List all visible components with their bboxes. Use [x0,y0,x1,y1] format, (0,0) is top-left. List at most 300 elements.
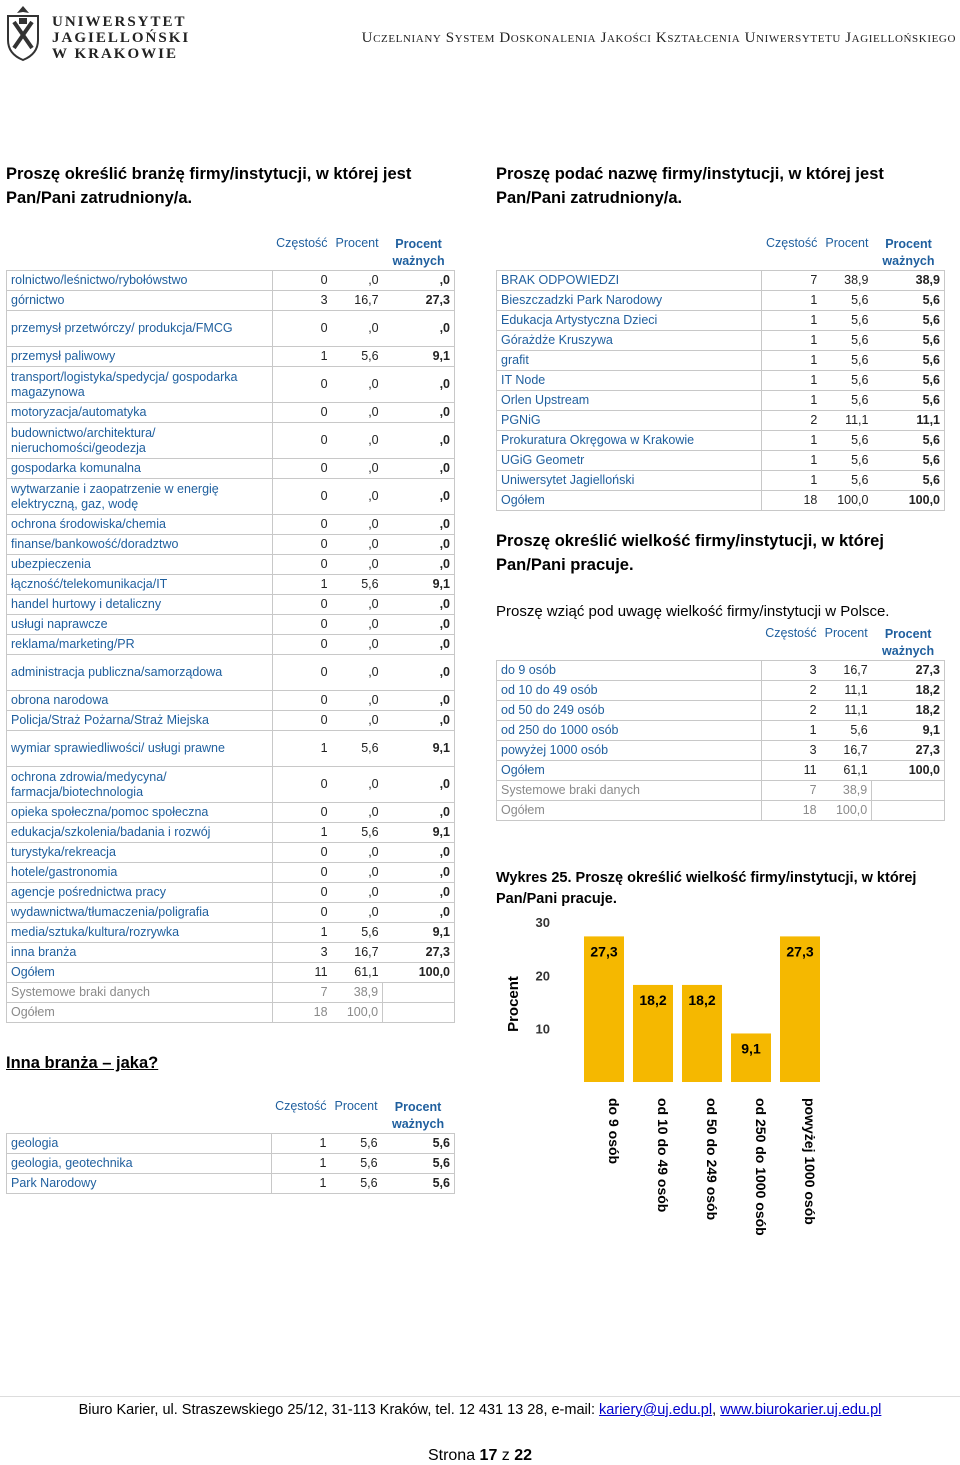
footer-sep: , [712,1402,721,1418]
row-count: 11 [272,963,331,983]
row-label: ochrona środowiska/chemia [7,515,273,535]
q1-table [6,234,455,1023]
row-percent: 16,7 [332,943,383,963]
row-percent: 5,6 [821,471,872,491]
row-label: geologia [7,1134,272,1154]
row-percent: 5,6 [821,391,872,411]
row-label: Orlen Upstream [497,391,762,411]
row-count: 1 [762,311,821,331]
row-label: IT Node [497,371,762,391]
q3-title: Proszę określić wielkość firmy/instytucji, w której Pan/Pani pracuje. [496,532,884,574]
row-valid-percent: 5,6 [872,431,944,451]
table-header [7,234,455,271]
row-label: przemysł paliwowy [7,347,273,367]
row-count: 1 [762,371,821,391]
row-percent: 5,6 [821,431,872,451]
row-valid-percent: 11,1 [872,411,944,431]
table-row [497,311,945,331]
logo-line2: JAGIELLOŃSKI [52,30,191,46]
table-row [7,403,455,423]
row-count: 3 [272,291,331,311]
row-label: Bieszczadzki Park Narodowy [497,291,762,311]
footer-text: Biuro Karier, ul. Straszewskiego 25/12, 31-113 Kraków, tel. 12 431 13 28, e-mail: [78,1402,600,1418]
table-row [497,351,945,371]
row-valid-percent: 5,6 [872,451,944,471]
row-percent: 16,7 [821,661,872,681]
row-valid-percent: 5,6 [382,1134,455,1154]
row-percent: ,0 [332,655,383,691]
row-valid-percent: 5,6 [872,371,944,391]
page-total: 22 [514,1447,533,1464]
y-axis-label: Procent [505,976,522,1032]
row-count: 0 [272,635,331,655]
row-percent: ,0 [332,767,383,803]
row-count: 1 [271,1154,330,1174]
footer [0,1402,960,1418]
row-percent: 5,6 [332,347,383,367]
table-row [497,411,945,431]
table-row [7,1134,455,1154]
header-title: Uczelniany System Doskonalenia Jakości Kształcenia Uniwersytetu Jagiellońskiego [361,30,956,46]
row-valid-percent: ,0 [383,843,455,863]
header-czestosc: Częstość [276,236,328,250]
table-row [7,311,455,347]
row-label: finanse/bankowość/doradztwo [7,535,273,555]
header-procent-waznych: Procent ważnych [882,237,935,268]
q3-subtitle: Proszę wziąć pod uwagę wielkość firmy/instytucji w Polsce. [496,603,890,620]
row-valid-percent: 38,9 [872,271,944,291]
table-row [7,1154,455,1174]
row-count: 7 [761,781,820,801]
table-row [497,801,945,821]
header-procent: Procent [335,236,379,250]
row-label: obrona narodowa [7,691,273,711]
row-count: 0 [272,515,331,535]
row-count: 2 [761,681,820,701]
x-tick-label: do 9 osób [606,1098,622,1165]
row-percent: 100,0 [821,801,872,821]
row-count: 7 [762,271,821,291]
row-percent: 5,6 [332,731,383,767]
header-procent: Procent [825,236,869,250]
table-row [497,741,945,761]
q1b-table [6,1097,455,1194]
row-label: łączność/telekomunikacja/IT [7,575,273,595]
row-count: 0 [272,403,331,423]
row-label: gospodarka komunalna [7,459,273,479]
table-header [497,624,945,661]
row-percent: ,0 [332,535,383,555]
row-percent: 5,6 [821,721,872,741]
row-label: Ogółem [7,963,273,983]
row-percent: 61,1 [332,963,383,983]
row-label: powyżej 1000 osób [497,741,762,761]
row-label: od 10 do 49 osób [497,681,762,701]
row-count: 11 [761,761,820,781]
row-valid-percent: 18,2 [872,701,945,721]
header-procent-waznych: Procent ważnych [392,237,445,268]
row-valid-percent: ,0 [383,403,455,423]
row-label: turystyka/rekreacja [7,843,273,863]
row-valid-percent: ,0 [383,459,455,479]
header-czestosc: Częstość [275,1099,327,1113]
q3-table [496,624,945,821]
x-tick-label: powyżej 1000 osób [802,1098,818,1225]
row-label: agencje pośrednictwa pracy [7,883,273,903]
row-percent: 5,6 [821,331,872,351]
table-row [497,681,945,701]
row-count: 3 [761,741,820,761]
row-count: 1 [762,351,821,371]
row-percent: 100,0 [332,1003,383,1023]
row-count: 1 [272,823,331,843]
row-count: 1 [762,331,821,351]
row-label: górnictwo [7,291,273,311]
row-label: wytwarzanie i zaopatrzenie w energię elektryczną, gaz, wodę [7,479,273,515]
row-label: do 9 osób [497,661,762,681]
row-label: od 250 do 1000 osób [497,721,762,741]
table-row [497,371,945,391]
row-percent: ,0 [332,903,383,923]
row-valid-percent: ,0 [383,691,455,711]
table-row [7,903,455,923]
row-percent: ,0 [332,423,383,459]
row-count: 1 [762,451,821,471]
q2-title: Proszę podać nazwę firmy/instytucji, w której jest Pan/Pani zatrudniony/a. [496,165,884,207]
header-procent-waznych: Procent ważnych [391,1100,445,1131]
row-label: Systemowe braki danych [7,983,273,1003]
table-row [497,451,945,471]
row-label: Edukacja Artystyczna Dzieci [497,311,762,331]
row-valid-percent: ,0 [383,479,455,515]
row-percent: ,0 [332,635,383,655]
row-label: Ogółem [7,1003,273,1023]
row-label: BRAK ODPOWIEDZI [497,271,762,291]
table-row [497,721,945,741]
row-label: rolnictwo/leśnictwo/rybołówstwo [7,271,273,291]
row-percent: 16,7 [332,291,383,311]
row-valid-percent: 9,1 [383,823,455,843]
row-percent: 5,6 [332,823,383,843]
table-row [7,1003,455,1023]
table-row [7,863,455,883]
table-row [497,701,945,721]
table-row [7,367,455,403]
row-count: 1 [272,575,331,595]
crest-icon [4,4,42,62]
y-tick-label: 30 [535,915,550,930]
row-percent: ,0 [332,555,383,575]
row-count: 0 [272,803,331,823]
row-valid-percent: ,0 [383,635,455,655]
footer-email-link[interactable]: kariery@uj.edu.pl [599,1402,713,1418]
row-count: 18 [762,491,821,511]
row-label: wydawnictwa/tłumaczenia/poligrafia [7,903,273,923]
row-count: 3 [272,943,331,963]
table-row [7,347,455,367]
row-count: 0 [272,555,331,575]
row-percent: ,0 [332,479,383,515]
row-valid-percent [383,983,455,1003]
table-row [7,291,455,311]
row-percent: ,0 [332,863,383,883]
row-valid-percent: ,0 [383,311,455,347]
header-empty [7,1097,272,1134]
row-valid-percent: 9,1 [383,575,455,595]
row-valid-percent: 5,6 [872,291,944,311]
row-count: 1 [272,731,331,767]
row-label: handel hurtowy i detaliczny [7,595,273,615]
row-valid-percent: 9,1 [383,347,455,367]
row-label: media/sztuka/kultura/rozrywka [7,923,273,943]
row-count: 0 [272,423,331,459]
row-label: Górażdże Kruszywa [497,331,762,351]
table-row [7,615,455,635]
row-count: 1 [271,1174,330,1194]
row-count: 2 [762,411,821,431]
row-label: Park Narodowy [7,1174,272,1194]
row-percent: ,0 [332,367,383,403]
table-row [497,271,945,291]
table-row [7,459,455,479]
row-valid-percent: ,0 [383,711,455,731]
row-label: Ogółem [497,801,762,821]
row-label: grafit [497,351,762,371]
table-row [497,781,945,801]
table-row [7,883,455,903]
table-row [7,635,455,655]
row-valid-percent: ,0 [383,423,455,459]
table-row [7,923,455,943]
x-tick-label: od 250 do 1000 osób [753,1098,769,1236]
row-label: od 50 do 249 osób [497,701,762,721]
page-current: 17 [479,1447,498,1464]
table-row [497,491,945,511]
table-row [7,711,455,731]
row-valid-percent: ,0 [383,883,455,903]
row-count: 18 [761,801,820,821]
row-valid-percent: ,0 [383,615,455,635]
bar-value-label: 27,3 [786,943,814,960]
table-row [7,963,455,983]
row-label: Systemowe braki danych [497,781,762,801]
size-bar-chart [496,912,816,1282]
row-percent: ,0 [332,403,383,423]
bar-value-label: 18,2 [688,991,716,1008]
row-label: usługi naprawcze [7,615,273,635]
row-count: 1 [272,347,331,367]
table-row [497,391,945,411]
row-valid-percent: ,0 [383,903,455,923]
table-row [7,731,455,767]
row-valid-percent: 5,6 [382,1154,455,1174]
row-count: 1 [272,923,331,943]
row-count: 0 [272,883,331,903]
row-valid-percent: 9,1 [383,923,455,943]
row-percent: 5,6 [332,575,383,595]
row-percent: 11,1 [821,411,872,431]
x-tick-label: od 50 do 249 osób [704,1098,720,1221]
row-label: transport/logistyka/spedycja/ gospodarka magazynowa [7,367,273,403]
row-percent: ,0 [332,515,383,535]
row-count: 0 [272,595,331,615]
row-valid-percent: 5,6 [872,311,944,331]
row-percent: ,0 [332,311,383,347]
row-percent: ,0 [332,459,383,479]
row-count: 2 [761,701,820,721]
row-count: 1 [762,471,821,491]
row-label: UGiG Geometr [497,451,762,471]
row-count: 0 [272,459,331,479]
chart-title: Wykres 25. Proszę określić wielkość firmy/instytucji, w której Pan/Pani pracuje. [496,870,917,907]
header-procent: Procent [824,626,868,640]
header-czestosc: Częstość [765,236,818,250]
table-row [7,423,455,459]
header-procent: Procent [334,1099,378,1113]
table-row [497,471,945,491]
row-label: geologia, geotechnika [7,1154,272,1174]
row-valid-percent: 9,1 [383,731,455,767]
row-valid-percent: ,0 [383,655,455,691]
footer-divider [0,1396,960,1397]
table-row [497,331,945,351]
row-valid-percent: ,0 [383,515,455,535]
row-count: 3 [761,661,820,681]
q2-table [496,234,945,511]
row-label: opieka społeczna/pomoc społeczna [7,803,273,823]
bar-value-label: 27,3 [590,943,618,960]
row-percent: 5,6 [330,1154,381,1174]
row-valid-percent: 9,1 [872,721,945,741]
row-count: 1 [271,1134,330,1154]
row-count: 18 [272,1003,331,1023]
row-label: Policja/Straż Pożarna/Straż Miejska [7,711,273,731]
row-count: 0 [272,615,331,635]
row-valid-percent: 100,0 [872,491,944,511]
row-percent: 5,6 [821,291,872,311]
row-valid-percent: 100,0 [383,963,455,983]
header-procent-waznych: Procent ważnych [882,627,935,658]
row-count: 0 [272,711,331,731]
row-count: 1 [762,291,821,311]
row-percent: 5,6 [332,923,383,943]
row-percent: 11,1 [821,681,872,701]
row-valid-percent: 5,6 [872,331,944,351]
row-count: 0 [272,655,331,691]
q1-title: Proszę określić branżę firmy/instytucji, w której jest Pan/Pani zatrudniony/a. [6,165,412,207]
header-empty [497,234,762,271]
row-percent: ,0 [332,615,383,635]
bar-value-label: 18,2 [639,991,667,1008]
row-percent: ,0 [332,595,383,615]
table-row [497,761,945,781]
row-count: 7 [272,983,331,1003]
row-label: wymiar sprawiedliwości/ usługi prawne [7,731,273,767]
row-count: 1 [761,721,820,741]
header-empty [7,234,273,271]
row-valid-percent [872,801,945,821]
row-valid-percent: ,0 [383,367,455,403]
header-empty [497,624,762,661]
page-number [0,1447,960,1465]
row-valid-percent [383,1003,455,1023]
row-valid-percent: 5,6 [872,391,944,411]
row-valid-percent: ,0 [383,863,455,883]
page-mid: z [497,1447,515,1464]
table-row [7,823,455,843]
row-valid-percent: ,0 [383,595,455,615]
row-count: 0 [272,691,331,711]
header-czestosc: Częstość [765,626,817,640]
row-label: Uniwersytet Jagielloński [497,471,762,491]
row-percent: 5,6 [821,371,872,391]
row-percent: ,0 [332,803,383,823]
row-valid-percent: 27,3 [383,291,455,311]
row-label: edukacja/szkolenia/badania i rozwój [7,823,273,843]
table-row [7,535,455,555]
table-row [7,271,455,291]
row-valid-percent: 27,3 [383,943,455,963]
row-percent: 11,1 [821,701,872,721]
row-valid-percent: 27,3 [872,741,945,761]
y-tick-label: 10 [535,1021,550,1037]
row-label: Ogółem [497,491,762,511]
row-valid-percent: 5,6 [872,351,944,371]
table-row [7,515,455,535]
row-count: 0 [272,843,331,863]
footer-url-link[interactable]: www.biurokarier.uj.edu.pl [720,1402,882,1418]
table-row [7,803,455,823]
row-label: PGNiG [497,411,762,431]
row-percent: ,0 [332,883,383,903]
table-row [7,983,455,1003]
row-label: ochrona zdrowia/medycyna/ farmacja/biotechnologia [7,767,273,803]
row-valid-percent [872,781,945,801]
row-count: 1 [762,431,821,451]
table-header [7,1097,455,1134]
table-row [7,1174,455,1194]
table-row [7,767,455,803]
row-percent: 38,9 [821,271,872,291]
row-percent: 5,6 [330,1174,381,1194]
row-label: Prokuratura Okręgowa w Krakowie [497,431,762,451]
row-label: inna branża [7,943,273,963]
table-row [7,691,455,711]
row-label: reklama/marketing/PR [7,635,273,655]
row-count: 0 [272,903,331,923]
table-row [7,479,455,515]
row-valid-percent: ,0 [383,535,455,555]
row-valid-percent: 27,3 [872,661,945,681]
row-valid-percent: 5,6 [872,471,944,491]
row-percent: 100,0 [821,491,872,511]
logo-line1: UNIWERSYTET [52,14,187,30]
row-percent: 38,9 [821,781,872,801]
row-label: budownictwo/architektura/ nieruchomości/geodezja [7,423,273,459]
row-count: 0 [272,863,331,883]
table-row [497,291,945,311]
table-row [7,843,455,863]
row-percent: 16,7 [821,741,872,761]
row-percent: 5,6 [330,1134,381,1154]
row-label: hotele/gastronomia [7,863,273,883]
table-row [7,595,455,615]
table-row [7,555,455,575]
table-row [7,575,455,595]
row-percent: ,0 [332,711,383,731]
row-valid-percent: ,0 [383,767,455,803]
table-header [497,234,945,271]
